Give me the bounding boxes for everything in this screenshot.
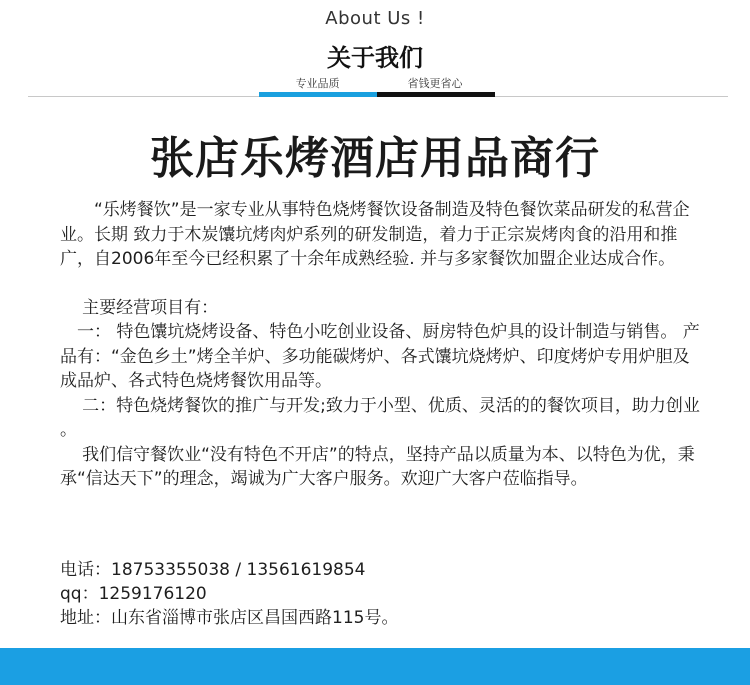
contact-phone: 电话：18753355038 / 13561619854 [60, 560, 366, 580]
contact-info [60, 558, 398, 630]
about-title-cn: 关于我们 [327, 44, 423, 72]
company-description [60, 198, 700, 492]
business-principle: 我们信守餐饮业“没有特色不开店”的特点，坚持产品以质量为本、以特色为优，秉承“信达天下”的理念，竭诚为广大客户服务。欢迎广大客户莅临指导。 [60, 444, 695, 489]
about-header [0, 0, 750, 100]
about-title-en: About Us ! [325, 8, 425, 29]
business-item-2: 二：特色烧烤餐饮的推广与开发;致力于小型、优质、灵活的的餐饮项目，助力创业 。 [60, 395, 700, 440]
tag-save-money: 省钱更省心 [407, 77, 463, 90]
business-heading: 主要经营项目有： [82, 297, 219, 318]
company-title: 张店乐烤酒店用品商行 [150, 133, 600, 184]
footer-bar [0, 648, 750, 685]
contact-address: 地址：山东省淄博市张店区昌国西路115号。 [60, 608, 399, 628]
tag-save-money-underline [377, 92, 495, 97]
tag-quality: 专业品质 [295, 77, 340, 90]
contact-qq: qq：1259176120 [60, 584, 207, 604]
paragraph-gap [60, 272, 700, 296]
tag-quality-underline [259, 92, 377, 97]
intro-paragraph: “乐烤餐饮”是一家专业从事特色烧烤餐饮设备制造及特色餐饮菜品研发的私营企业。长期 致力于木炭馕坑烤肉炉系列的研发制造，着力于正宗炭烤肉食的沿用和推广，自2006年至今已经积累了十余年成熟经验. 并与多家餐饮加盟企业达成合作。 [60, 200, 690, 269]
business-item-1: 一： 特色馕坑烧烤设备、特色小吃创业设备、厨房特色炉具的设计制造与销售。 产品有：“金色乡土”烤全羊炉、多功能碳烤炉、各式馕坑烧烤炉、印度烤炉专用炉胆及成品炉、各式特色烧烤餐饮用品等。 [60, 322, 700, 391]
